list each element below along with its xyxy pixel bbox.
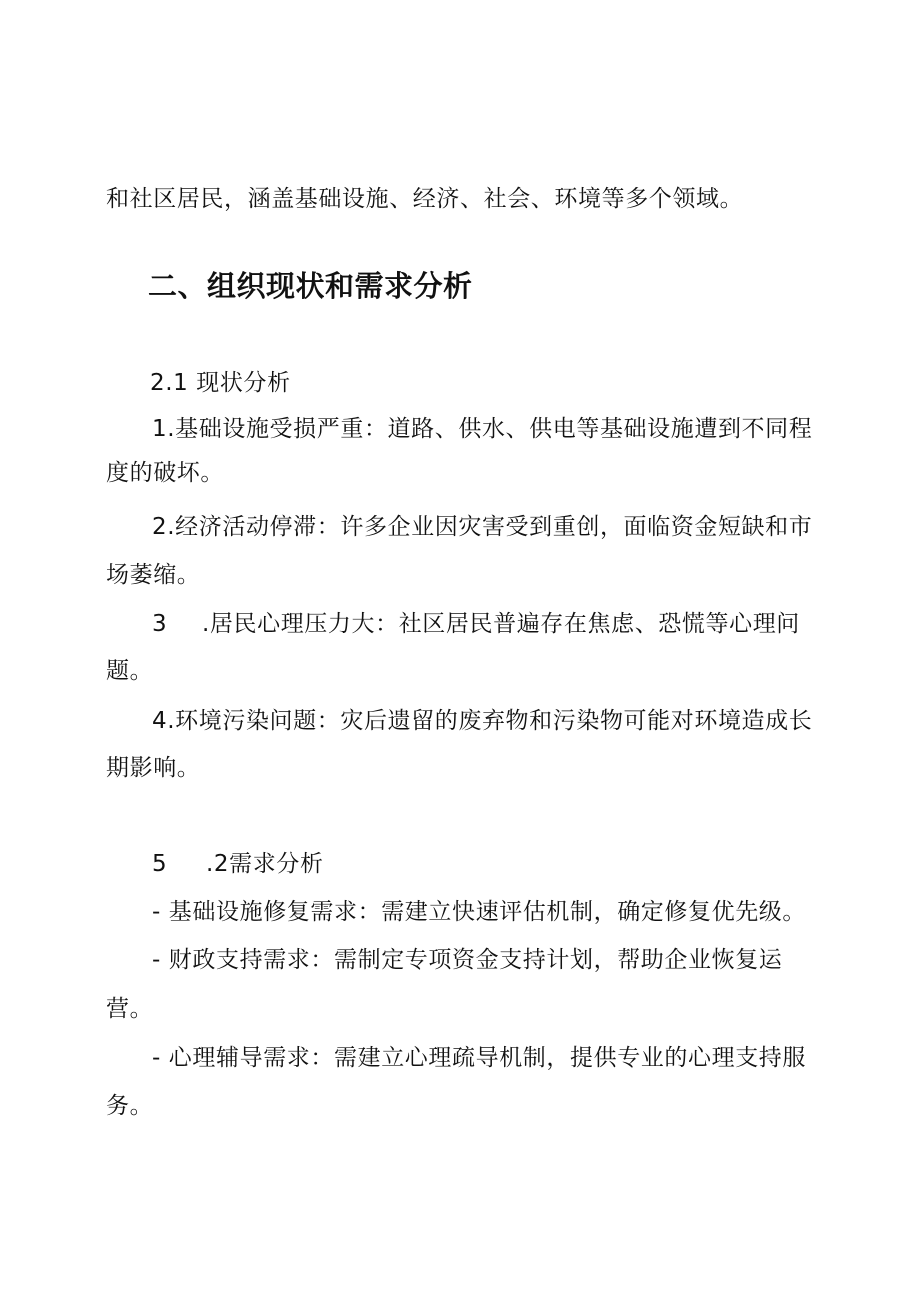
status-item-3-text: .居民心理压力大：社区居民普遍存在焦虑、恐慌等心理问 bbox=[202, 611, 800, 637]
status-item-1-text: .基础设施受损严重：道路、供水、供电等基础设施遭到不同程 bbox=[167, 416, 813, 442]
needs-item-1: - 基础设施修复需求：需建立快速评估机制，确定修复优先级。 bbox=[152, 899, 807, 925]
status-item-4 bbox=[152, 706, 812, 736]
needs-item-2: - 财政支持需求：需制定专项资金支持计划，帮助企业恢复运 bbox=[152, 947, 783, 973]
status-item-3-number: 3 bbox=[152, 611, 168, 637]
status-item-4-continuation: 期影响。 bbox=[106, 755, 201, 781]
status-item-2 bbox=[152, 512, 812, 542]
intro-text: 和社区居民，涵盖基础设施、经济、社会、环境等多个领域。 bbox=[106, 186, 744, 212]
status-item-2-number: 2 bbox=[152, 514, 168, 540]
needs-item-3-continuation: 务。 bbox=[106, 1093, 154, 1119]
section-heading: 二、组织现状和需求分析 bbox=[148, 269, 473, 303]
status-item-1-number: 1 bbox=[152, 416, 168, 442]
subsection-title-needs bbox=[152, 849, 324, 879]
subsection-title-status: 2.1 现状分析 bbox=[150, 370, 291, 396]
status-item-3-continuation: 题。 bbox=[106, 658, 154, 684]
needs-item-3: - 心理辅导需求：需建立心理疏导机制，提供专业的心理支持服 bbox=[152, 1045, 807, 1071]
status-item-1-continuation: 度的破坏。 bbox=[106, 460, 224, 486]
subsection-2-title: .2需求分析 bbox=[206, 851, 324, 877]
status-item-4-number: 4 bbox=[152, 708, 168, 734]
status-item-4-text: .环境污染问题：灾后遗留的废弃物和污染物可能对环境造成长 bbox=[167, 708, 813, 734]
status-item-2-text: .经济活动停滞：许多企业因灾害受到重创，面临资金短缺和市 bbox=[167, 514, 813, 540]
status-item-2-continuation: 场萎缩。 bbox=[106, 562, 201, 588]
status-item-3 bbox=[152, 609, 800, 639]
status-item-1 bbox=[152, 414, 812, 444]
subsection-2-number: 5 bbox=[152, 851, 168, 877]
needs-item-2-continuation: 营。 bbox=[106, 996, 154, 1022]
